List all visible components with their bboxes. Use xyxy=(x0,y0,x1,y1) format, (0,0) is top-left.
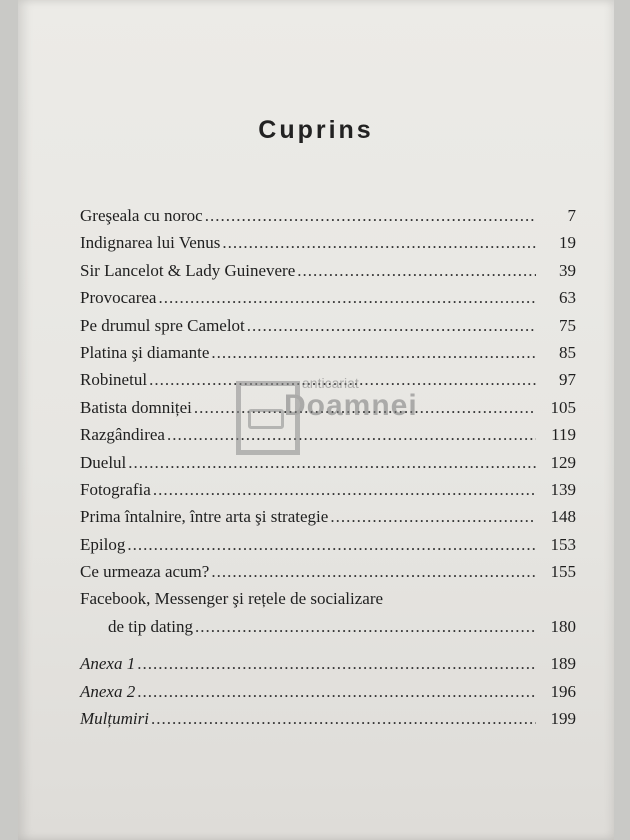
toc-entry-page: 19 xyxy=(559,233,576,253)
watermark-big-text: Doamnei xyxy=(284,389,418,422)
toc-entry-page: 85 xyxy=(559,342,576,362)
table-of-contents xyxy=(80,202,576,732)
toc-entry-page: 189 xyxy=(550,654,576,674)
toc-entry-page: 153 xyxy=(550,534,576,554)
toc-entry-label: Facebook, Messenger şi rețele de socializare xyxy=(80,589,384,609)
toc-entry-label: Mulțumiri xyxy=(80,709,149,729)
toc-entry-label: Robinetul xyxy=(80,370,148,390)
toc-entry-page: 196 xyxy=(550,681,576,701)
leader-dots xyxy=(158,284,536,311)
toc-entry-label: Batista domniței xyxy=(80,397,192,417)
section-gap xyxy=(80,640,576,650)
toc-entry-label: Provocarea xyxy=(80,288,157,308)
toc-entry xyxy=(80,531,576,558)
toc-entry xyxy=(80,229,576,256)
watermark-small-text: anticariat xyxy=(302,375,359,391)
toc-entry-label: Platina şi diamante xyxy=(80,342,210,362)
toc-entry-page: 129 xyxy=(550,452,576,472)
toc-entry-label-continued: de tip dating xyxy=(108,616,193,636)
toc-annex-entry xyxy=(80,705,576,732)
leader-dots xyxy=(205,202,536,229)
toc-entry xyxy=(80,312,576,339)
toc-entry-page: 105 xyxy=(550,397,576,417)
toc-entry-label: Prima întalnire, între arta şi strategie xyxy=(80,507,329,527)
leader-dots xyxy=(211,558,536,585)
leader-dots xyxy=(297,257,536,284)
toc-entry-label: Indignarea lui Venus xyxy=(80,233,221,253)
toc-entry xyxy=(80,503,576,530)
toc-annex-entry xyxy=(80,678,576,705)
toc-entry-label: Anexa 2 xyxy=(80,681,136,701)
toc-entry-page: 180 xyxy=(550,616,576,636)
leader-dots xyxy=(151,705,536,732)
toc-entry-label: Razgândirea xyxy=(80,425,165,445)
toc-entry-page: 97 xyxy=(559,370,576,390)
toc-entry-label: Epilog xyxy=(80,534,126,554)
watermark-logo xyxy=(236,359,426,459)
toc-entry-page: 119 xyxy=(551,425,576,445)
toc-entry-label: Anexa 1 xyxy=(80,654,136,674)
toc-entry-label: Sir Lancelot & Lady Guinevere xyxy=(80,260,296,280)
page-title: Cuprins xyxy=(258,116,374,144)
leader-dots xyxy=(330,503,536,530)
toc-entry xyxy=(80,202,576,229)
toc-entry xyxy=(80,257,576,284)
toc-entry-page: 7 xyxy=(567,206,576,225)
toc-entry-label: Greşeala cu noroc xyxy=(80,206,203,225)
leader-dots xyxy=(222,229,536,256)
toc-entry-page: 39 xyxy=(559,260,576,280)
toc-entry-page: 63 xyxy=(559,288,576,308)
leader-dots xyxy=(247,312,536,339)
toc-entry-label: Fotografia xyxy=(80,479,151,499)
leader-dots xyxy=(137,678,536,705)
toc-entry-label: Duelul xyxy=(80,452,127,472)
toc-entry xyxy=(80,476,576,503)
book-page xyxy=(18,0,614,840)
leader-dots xyxy=(137,650,536,677)
toc-entry-label: Ce urmeaza acum? xyxy=(80,562,210,582)
toc-entry xyxy=(80,284,576,311)
toc-entry-label: Pe drumul spre Camelot xyxy=(80,315,245,335)
leader-dots xyxy=(127,531,536,558)
leader-dots xyxy=(195,613,536,640)
toc-entry-page: 155 xyxy=(550,562,576,582)
toc-entry-page: 139 xyxy=(550,479,576,499)
toc-entry-page: 199 xyxy=(550,709,576,729)
toc-entry-first-line xyxy=(80,585,576,612)
toc-entry xyxy=(80,558,576,585)
leader-dots xyxy=(153,476,536,503)
toc-entry-page: 148 xyxy=(550,507,576,527)
toc-entry xyxy=(80,613,576,640)
book-icon xyxy=(248,409,284,429)
toc-entry-page: 75 xyxy=(559,315,576,335)
toc-annex-entry xyxy=(80,650,576,677)
